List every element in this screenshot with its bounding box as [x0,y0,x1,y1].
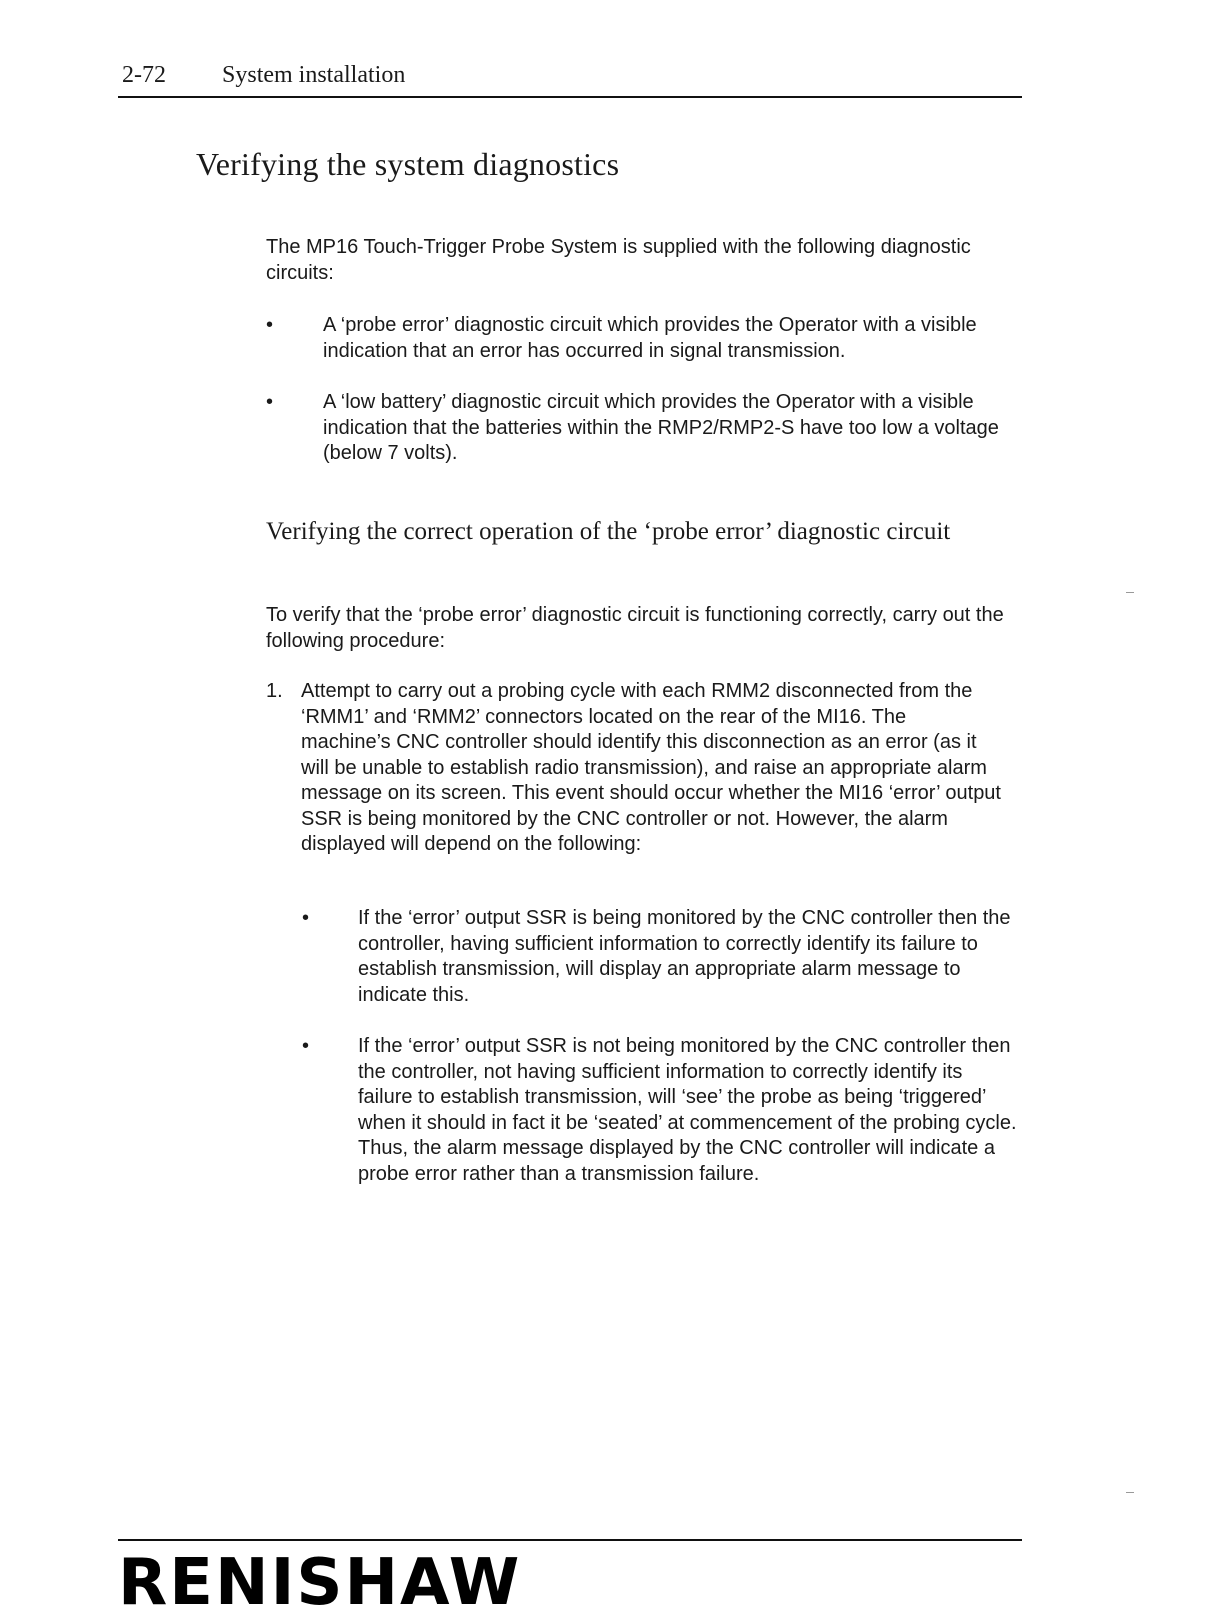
bullet-glyph: • [302,907,310,929]
bullet-text: A ‘probe error’ diagnostic circuit which provides the Operator with a visible indication that an error has occurred in signal transmission. [323,314,977,362]
renishaw-logo [118,1546,568,1620]
sub-bullet-text: If the ‘error’ output SSR is being monitored by the CNC controller then the controller, having sufficient information to correctly identify its failure to establish transmission, will display an appropriate alarm message to indicate this. [358,907,1011,1006]
page-number: 2-72 [122,62,166,88]
step-text: Attempt to carry out a probing cycle with each RMM2 disconnected from the ‘RMM1’ and ‘RMM2’ connectors located on the rear of the MI16. The machine’s CNC controller should identify this disconnection as an error (as it will be unable to establish radio transmission), and raise an appropriate alarm message on its screen. This event should occur whether the MI16 ‘error’ output SSR is being monitored by the CNC controller or not. However, the alarm displayed will depend on the following: [301,680,1001,855]
sub-bullet-not-monitored [302,1034,1022,1187]
logo-text: RENISHAW [118,1546,522,1620]
step-number: 1. [266,680,283,702]
procedure-step-1 [266,679,1006,858]
footer-rule [118,1539,1022,1541]
margin-mark [1126,592,1134,593]
margin-mark [1126,1492,1134,1493]
section-title: System installation [222,62,406,88]
sub-bullet-monitored [302,906,1022,1008]
procedure-intro: To verify that the ‘probe error’ diagnostic circuit is functioning correctly, carry out the following procedure: [266,604,1004,652]
subsection-title: Verifying the correct operation of the ‘probe error’ diagnostic circuit [266,518,951,545]
bullet-item-probe-error [266,313,1006,364]
intro-paragraph: The MP16 Touch-Trigger Probe System is supplied with the following diagnostic circuits: [266,236,971,284]
page-header [118,60,1022,98]
bullet-glyph: • [266,391,274,413]
bullet-text: A ‘low battery’ diagnostic circuit which provides the Operator with a visible indication that the batteries within the RMP2/RMP2-S have too low a voltage (below 7 volts). [323,391,999,464]
bullet-glyph: • [266,314,274,336]
sub-bullet-text: If the ‘error’ output SSR is not being monitored by the CNC controller then the controller, not having sufficient information to correctly identify its failure to establish transmission, will ‘see’ the probe as being ‘triggered’ when it should in fact it be ‘seated’ at commencement of the probing cycle. Thus, the alarm message displayed by the CNC controller will indicate a probe error rather than a transmission failure. [358,1035,1017,1185]
page-title: Verifying the system diagnostics [196,146,620,182]
bullet-glyph: • [302,1035,310,1057]
bullet-item-low-battery [266,390,1006,467]
